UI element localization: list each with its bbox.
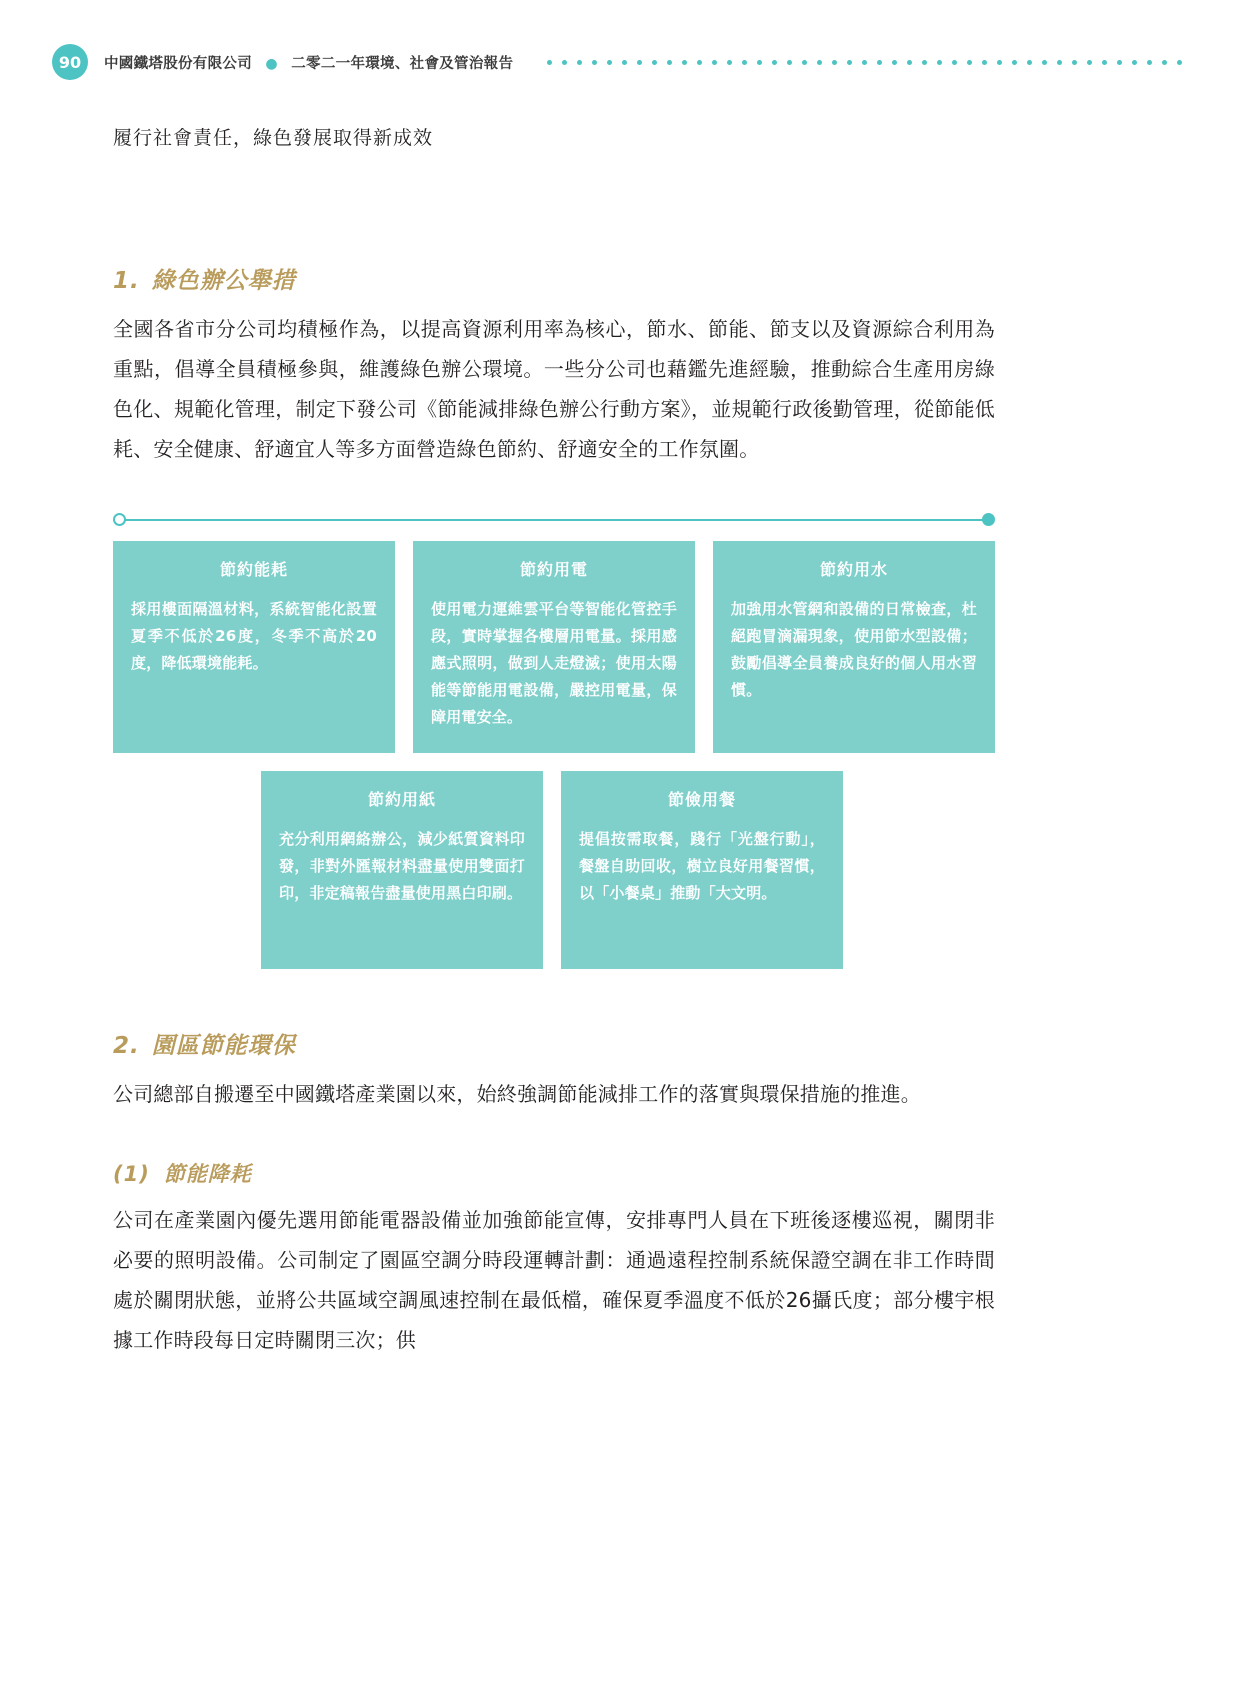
header-dot [1072,60,1077,65]
header-dot [952,60,957,65]
section-heading-2 [113,1027,995,1060]
header-dot [877,60,882,65]
page-content [113,262,995,1360]
section-paragraph-1: 全國各省市分公司均積極作為，以提高資源利用率為核心，節水、節能、節支以及資源綜合利用為重點，倡導全員積極參與，維護綠色辦公環境。一些分公司也藉鑑先進經驗，推動綜合生產用房綠色化、規範化管理，制定下發公司《節能減排綠色辦公行動方案》，並規範行政後勤管理，從節能低耗、安全健康、舒適宜人等多方面營造綠色節約、舒適安全的工作氛圍。 [113,317,995,461]
header-dot [1147,60,1152,65]
header-dot [1102,60,1107,65]
header-dot [1057,60,1062,65]
header-dot [937,60,942,65]
header-dot [757,60,762,65]
header-dot [697,60,702,65]
page-header [52,44,1188,80]
header-dot [832,60,837,65]
header-dot [547,60,552,65]
diagram-card-body: 充分利用網絡辦公，減少紙質資料印發，非對外匯報材料盡量使用雙面打印，非定稿報告盡量使用黑白印刷。 [279,830,525,902]
header-separator-dot: ● [265,55,278,72]
section-number-2: 2. [113,1033,140,1059]
header-dot [892,60,897,65]
section-heading-1 [113,262,995,295]
header-dot [817,60,822,65]
header-dot [847,60,852,65]
subsection-heading-1 [113,1158,995,1188]
diagram-rail-cap-right [982,513,995,526]
diagram-card-body: 使用電力運維雲平台等智能化管控手段，實時掌握各樓層用電量。採用感應式照明，做到人走燈滅；使用太陽能等節能用電設備，嚴控用電量，保障用電安全。 [431,600,677,726]
header-dot [787,60,792,65]
header-company: 中國鐵塔股份有限公司 [104,55,252,72]
diagram-card [713,541,995,753]
header-dot [772,60,777,65]
header-dot [1132,60,1137,65]
section-paragraph-2: 公司總部自搬遷至中國鐵塔產業園以來，始終強調節能減排工作的落實與環保措施的推進。 [113,1082,921,1106]
page-number-badge: 90 [52,44,88,80]
header-dot [607,60,612,65]
header-dot [652,60,657,65]
header-dot [922,60,927,65]
diagram-rail-line [119,519,989,521]
spacer [113,969,995,1027]
header-title [104,52,513,73]
header-dot [1027,60,1032,65]
diagram-card [413,541,695,753]
header-dot [1012,60,1017,65]
header-dot [1162,60,1167,65]
diagram-card-row-1 [113,541,995,753]
diagram-card-title: 節約能耗 [219,560,288,579]
spacer [113,1114,995,1158]
header-dot [907,60,912,65]
header-dot [742,60,747,65]
header-dot [1087,60,1092,65]
header-dot [637,60,642,65]
diagram-card-title: 節約用紙 [367,790,436,809]
diagram-card-body: 提倡按需取餐，踐行「光盤行動」，餐盤自助回收，樹立良好用餐習慣，以「小餐桌」推動「大文明。 [579,830,825,902]
diagram-rail-cap-left [113,513,126,526]
header-report-name: 二零二一年環境、社會及管治報告 [291,55,514,72]
subsection-number-1: (1) [113,1162,150,1186]
header-dot [967,60,972,65]
diagram-card-title: 節約用電 [519,560,588,579]
diagram-card [561,771,843,969]
header-dot-rule [547,44,1188,80]
header-dot [802,60,807,65]
diagram-card-body: 採用樓面隔溫材料，系統智能化設置夏季不低於26度，冬季不高於20度，降低環境能耗。 [131,600,377,672]
diagram-card-title: 節儉用餐 [667,790,736,809]
header-dot [862,60,867,65]
header-dot [562,60,567,65]
green-office-measures-diagram [113,513,995,969]
header-dot [667,60,672,65]
subsection-title-1: 節能降耗 [163,1162,252,1186]
header-dot [577,60,582,65]
diagram-card-body: 加強用水管網和設備的日常檢查，杜絕跑冒滴漏現象，使用節水型設備；鼓勵倡導全員養成良好的個人用水習慣。 [731,600,977,699]
header-dot [997,60,1002,65]
subsection-paragraph-1: 公司在產業園內優先選用節能電器設備並加強節能宣傳，安排專門人員在下班後逐樓巡視，關閉非必要的照明設備。公司制定了園區空調分時段運轉計劃：通過遠程控制系統保證空調在非工作時間處於關閉狀態，並將公共區域空調風速控制在最低檔，確保夏季溫度不低於26攝氏度；部分樓宇根據工作時段每日定時關閉三次；供 [113,1208,995,1352]
diagram-rail [113,513,995,527]
diagram-card [113,541,395,753]
running-title: 履行社會責任，綠色發展取得新成效 [113,127,434,149]
header-dot [622,60,627,65]
section-number-1: 1. [113,268,140,294]
diagram-card-row-2 [261,771,995,969]
header-dot [982,60,987,65]
header-dot [592,60,597,65]
header-dot [682,60,687,65]
header-dot [727,60,732,65]
header-dot [1042,60,1047,65]
header-dot [1177,60,1182,65]
diagram-card [261,771,543,969]
diagram-card-title: 節約用水 [819,560,888,579]
section-title-1: 綠色辦公舉措 [151,268,296,294]
section-title-2: 園區節能環保 [151,1033,296,1059]
header-dot [712,60,717,65]
header-dot [1117,60,1122,65]
